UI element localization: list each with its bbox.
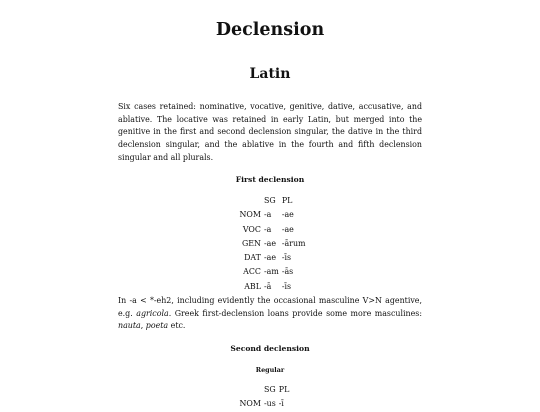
table-row xyxy=(238,280,307,294)
table-header-cell: PL xyxy=(278,385,290,394)
case-label: DAT xyxy=(244,253,261,263)
table-row xyxy=(238,208,307,222)
table-header-cell: SG xyxy=(263,385,276,394)
singular-ending: -ā xyxy=(263,281,272,291)
second-declension-subcaption: Regular xyxy=(255,366,285,374)
section-title: Latin xyxy=(249,66,291,82)
case-label: ACC xyxy=(243,267,261,277)
plural-ending: -īs xyxy=(281,253,292,263)
first-declension-caption: First declension xyxy=(235,175,305,184)
note-text: In -a < *-eh2, including evidently the occasional masculine V>N agentive, e.g. xyxy=(118,296,422,318)
table-row xyxy=(238,251,307,265)
example-word: nauta xyxy=(118,321,141,331)
intro-paragraph: Six cases retained: nominative, vocative, genitive, dative, accusative, and ablative. The locative was retained in early Latin, but merged into the genitive in the first and second declension singular, the dative in the third declension singular, and the ablative in the fourth and fifth declension singular and all plurals. xyxy=(118,102,422,162)
table-header-cell: SG xyxy=(263,196,276,205)
singular-ending: -ae xyxy=(263,238,276,248)
singular-ending: -a xyxy=(263,224,272,234)
table-row xyxy=(238,223,307,237)
note-separator: , xyxy=(140,321,146,331)
case-label: ABL xyxy=(244,281,261,291)
case-label: NOM xyxy=(239,399,261,409)
singular-ending: -us xyxy=(263,399,276,409)
plural-ending: -ī xyxy=(278,399,284,409)
first-declension-note xyxy=(118,295,422,333)
note-text: etc. xyxy=(168,321,186,331)
plural-ending: -ae xyxy=(281,210,294,220)
case-label: GEN xyxy=(241,238,261,248)
plural-ending: -ae xyxy=(281,224,294,234)
table-row xyxy=(238,397,291,411)
table-row xyxy=(238,237,307,251)
page-title: Declension xyxy=(215,20,325,40)
example-word: poeta xyxy=(145,321,169,331)
singular-ending: -am xyxy=(263,267,279,277)
case-label: NOM xyxy=(239,210,261,220)
plural-ending: -ārum xyxy=(281,238,306,248)
first-declension-table xyxy=(238,194,307,294)
note-text: . Greek first-declension loans provide some more masculines: xyxy=(168,308,422,318)
table-row xyxy=(238,265,307,279)
second-declension-caption: Second declension xyxy=(230,344,310,353)
table-header-row xyxy=(238,383,291,397)
plural-ending: -īs xyxy=(281,281,292,291)
case-label: VOC xyxy=(242,224,261,234)
table-header-cell xyxy=(238,194,262,208)
singular-ending: -ae xyxy=(263,253,276,263)
plural-ending: -ās xyxy=(281,267,294,277)
table-header-cell xyxy=(238,383,262,397)
second-declension-table xyxy=(238,383,291,412)
table-header-cell: PL xyxy=(281,196,293,205)
example-word: agricola xyxy=(136,308,169,318)
table-header-row xyxy=(238,194,307,208)
singular-ending: -a xyxy=(263,210,272,220)
